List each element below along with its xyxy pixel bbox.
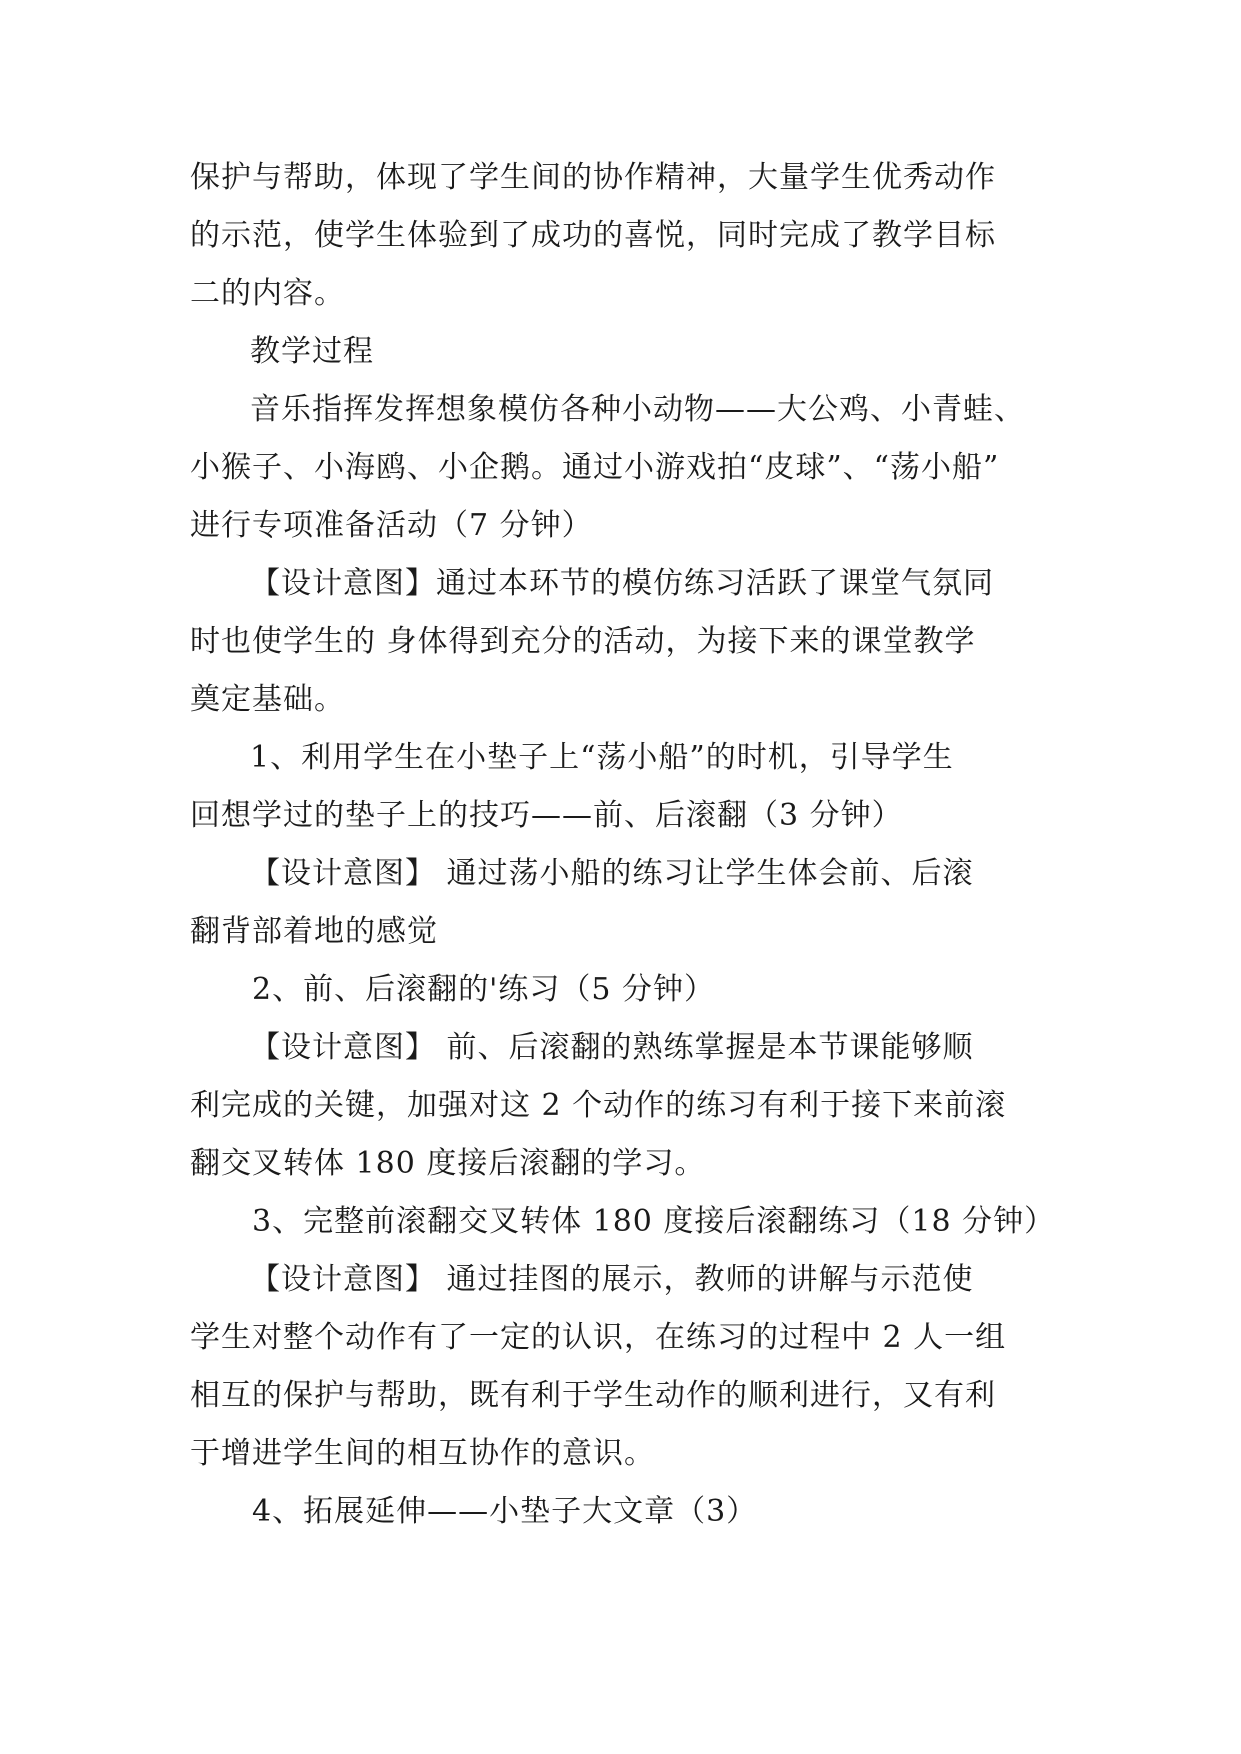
design-intent-line: 【设计意图】 通过荡小船的练习让学生体会前、后滚 [250, 856, 974, 891]
text-line: 时也使学生的 身体得到充分的活动，为接下来的课堂教学 [190, 624, 976, 659]
step-item-4: 4、拓展延伸——小垫子大文章（3） [252, 1494, 758, 1529]
step-item-1: 1、利用学生在小垫子上“荡小船”的时机，引导学生 [250, 740, 954, 775]
text-line: 相互的保护与帮助，既有利于学生动作的顺利进行，又有利 [190, 1378, 996, 1413]
text-line: 进行专项准备活动（7 分钟） [190, 508, 593, 543]
design-intent-line: 【设计意图】 前、后滚翻的熟练掌握是本节课能够顺 [250, 1030, 974, 1065]
text-line: 奠定基础。 [190, 682, 345, 717]
text-line: 保护与帮助，体现了学生间的协作精神，大量学生优秀动作 [190, 160, 996, 195]
step-item-3: 3、完整前滚翻交叉转体 180 度接后滚翻练习（18 分钟） [252, 1204, 1056, 1239]
text-line: 小猴子、小海鸥、小企鹅。通过小游戏拍“皮球”、“荡小船” [190, 450, 1000, 485]
design-intent-line: 【设计意图】通过本环节的模仿练习活跃了课堂气氛同 [250, 566, 994, 601]
design-intent-line: 【设计意图】 通过挂图的展示，教师的讲解与示范使 [250, 1262, 974, 1297]
step-item-2: 2、前、后滚翻的'练习（5 分钟） [252, 972, 715, 1007]
text-line: 于增进学生间的相互协作的意识。 [190, 1436, 655, 1471]
text-line: 音乐指挥发挥想象模仿各种小动物——大公鸡、小青蛙、 [250, 392, 1025, 427]
section-heading: 教学过程 [250, 334, 374, 369]
document-page [190, 158, 1056, 1532]
text-line: 利完成的关键，加强对这 2 个动作的练习有利于接下来前滚 [190, 1088, 1007, 1123]
text-line: 回想学过的垫子上的技巧——前、后滚翻（3 分钟） [190, 798, 903, 833]
text-line: 翻背部着地的感觉 [190, 914, 438, 949]
text-line: 二的内容。 [190, 276, 345, 311]
text-line: 学生对整个动作有了一定的认识，在练习的过程中 2 人一组 [190, 1320, 1007, 1355]
text-line: 翻交叉转体 180 度接后滚翻的学习。 [190, 1146, 706, 1181]
text-line: 的示范，使学生体验到了成功的喜悦，同时完成了教学目标 [190, 218, 996, 253]
